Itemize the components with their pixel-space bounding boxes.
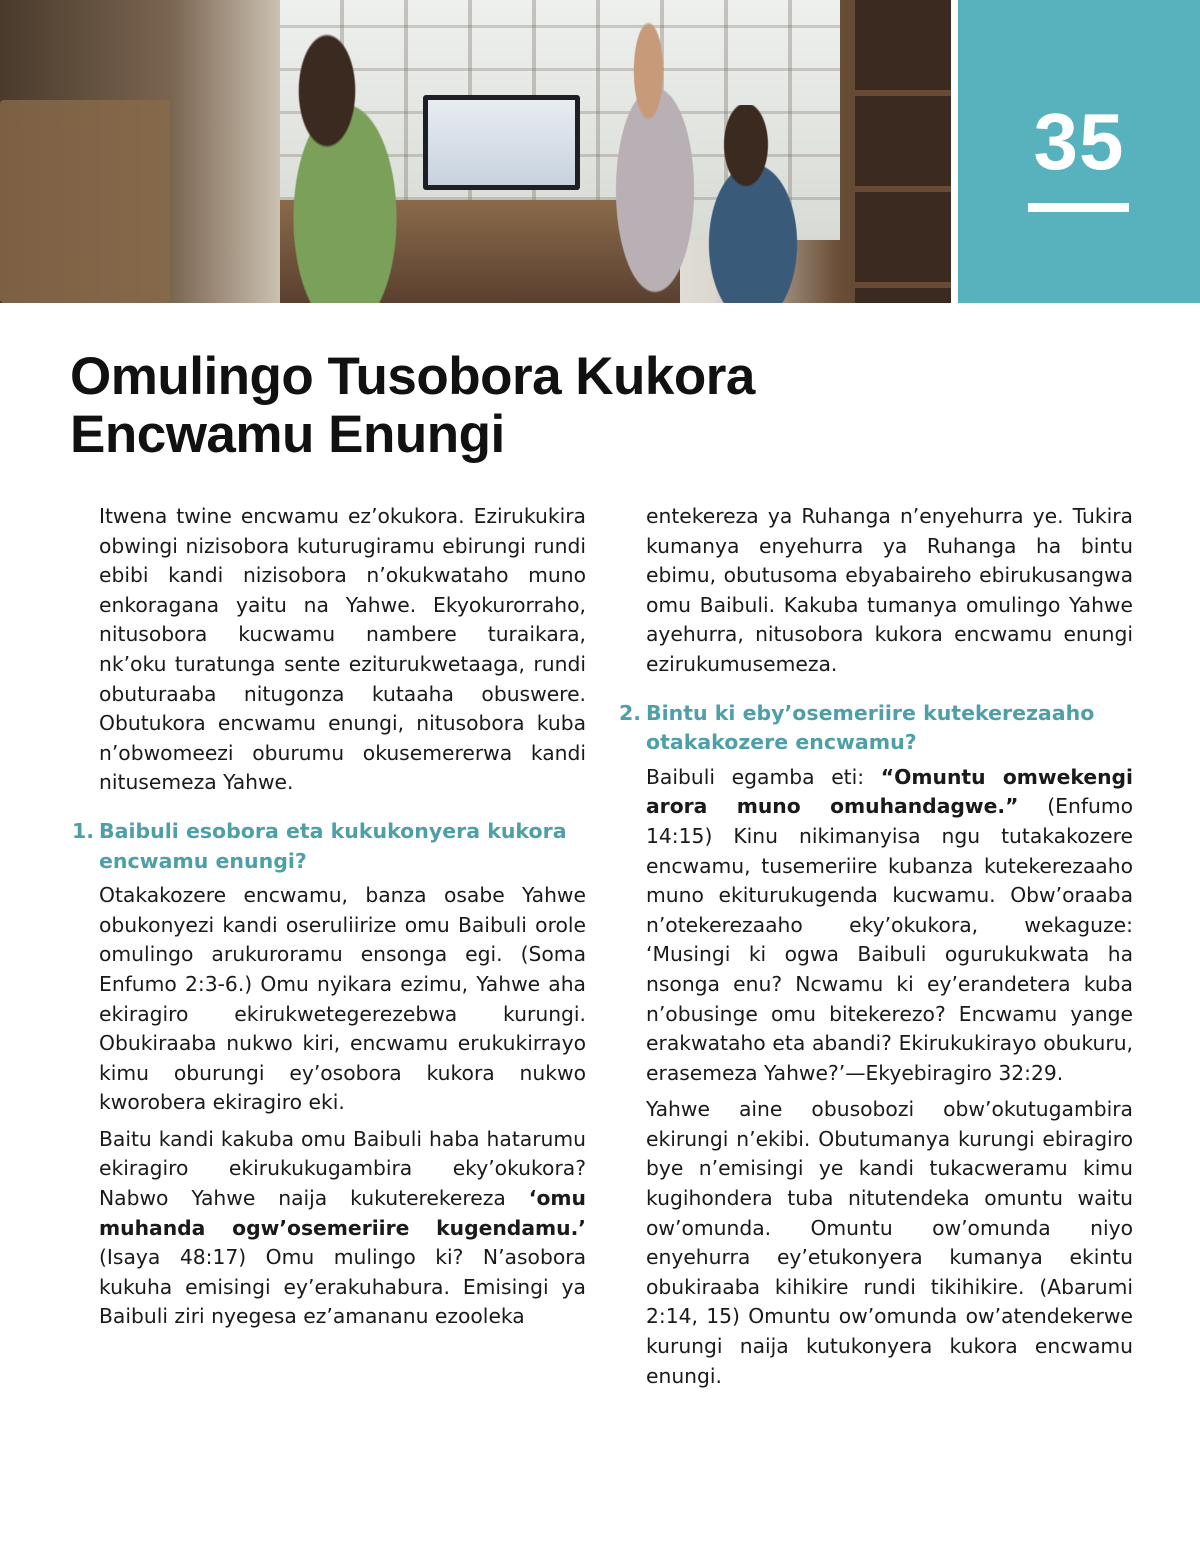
- body-paragraph: Yahwe aine obusobozi obw’okutugambira ekirungi n’ekibi. Obutumanya kurungi ebiragiro bye n’emisingi ye kandi tukacweramu kimu kugihondera tuba nitutendeka omuntu waitu ow’omunda. Omuntu ow’omunda niyo enyehurra ey’etukonyera kumanya ekintu obukiraaba kihikire rundi tikihikire. (Abarumi 2:14, 15) Omuntu ow’omunda ow’atendekerwe kurungi naija kutukonyera kukora encwamu enungi.: [646, 1097, 1133, 1388]
- left-column: [72, 502, 586, 1339]
- body-paragraph-continued: entekereza ya Ruhanga n’enyehurra ye. Tukira kumanya enyehurra ya Ruhanga ha bintu ebimu, obutusoma ebyabaireho ebirukusangwa omu Baibuli. Kakuba tumanya omulingo Yahwe ayehurra, nitusobora kukora encwamu enungi ezirukumusemeza.: [646, 504, 1133, 676]
- lesson-number: 35: [1033, 97, 1125, 186]
- text: Baitu kandi kakuba omu Baibuli haba hatarumu ekiragiro ekirukukugambira eky’okukora? Nabwo Yahwe naija kukuterekereza: [99, 1126, 586, 1211]
- section-heading-2: [619, 699, 1133, 758]
- mother-with-baby: [255, 20, 435, 303]
- body-paragraph: [99, 1125, 586, 1332]
- page-title: Omulingo Tusobora Kukora Encwamu Enungi: [70, 347, 755, 464]
- intro-paragraph: Itwena twine encwamu ez’okukora. Ezirukukira obwingi nizisobora kuturugiramu ebirungi rundi ebibi kandi nizisobora n’okukwataho muno enkoragana yaitu na Yahwe. Ekyokurorraho, nitusobora kucwamu nambere turaikara, nk’oku turatunga sente eziturukwetaaga, rundi obuturaaba nitugonza kutaaha obuswere. Obutukora encwamu enungi, nitusobora kuba n’obwomeezi oburumu okusemererwa kandi nitusemeza Yahwe.: [99, 504, 586, 795]
- section-number: 1.: [72, 818, 95, 843]
- body-paragraph: Otakakozere encwamu, banza osabe Yahwe obukonyezi kandi oseruliirize omu Baibuli orole omulingo arukuroramu ensonga egi. (Soma Enfumo 2:3-6.) Omu nyikara ezimu, Yahwe aha ekiragiro ekirukwetegerezebwa kurungi. Obukiraaba nukwo kiri, encwamu erukukirrayo kimu oburungi ey’osobora kukora nukwo kworobera ekiragiro eki.: [99, 883, 586, 1115]
- bookshelf: [855, 0, 951, 303]
- section-heading-1: [72, 817, 586, 876]
- right-column: [619, 502, 1133, 1398]
- son: [690, 105, 830, 303]
- picture-frame: [0, 100, 170, 303]
- section-heading-text: Bintu ki eby’osemeriire kutekerezaaho otakakozere encwamu?: [646, 700, 1095, 755]
- text: (Enfumo 14:15) Kinu nikimanyisa ngu tutakakozere encwamu, tusemeriire kubanza kutekerezaaho muno ekiturukugenda kucwamu. Obw’oraaba n’otekerezaaho eky’okukora, wekaguze: ‘Musingi ki ogwa Baibuli ogurukukwata ha nsonga enu? Ncwamu ki ey’erandetera kuba n’obusinge omu bitekerezo? Encwamu yange erakwataho eta abandi? Ekirukukirayo obukuru, erasemeza Yahwe?’—Ekyebiragiro 32:29.: [646, 794, 1133, 1085]
- bold-quote: “Omuntu omwekengi arora muno omuhandagwe.”: [646, 764, 1133, 819]
- text: (Isaya 48:17) Omu mulingo ki? N’asobora kukuha emisingi ey’erakuhabura. Emisingi ya Baibuli ziri nyegesa ez’amananu ezooleka: [99, 1245, 586, 1329]
- bold-quote: ‘omu muhanda ogw’osemeriire kugendamu.’: [99, 1186, 586, 1240]
- text: Baibuli egamba eti:: [646, 764, 881, 789]
- computer-monitor: [423, 95, 580, 190]
- body-paragraph: [646, 763, 1133, 1089]
- hero-photo-family-at-computer: [0, 0, 951, 303]
- section-heading-text: Baibuli esobora eta kukukonyera kukora encwamu enungi?: [99, 818, 567, 873]
- lesson-number-underline: [1028, 203, 1129, 212]
- section-number: 2.: [619, 700, 642, 725]
- lesson-number-badge: [958, 0, 1200, 303]
